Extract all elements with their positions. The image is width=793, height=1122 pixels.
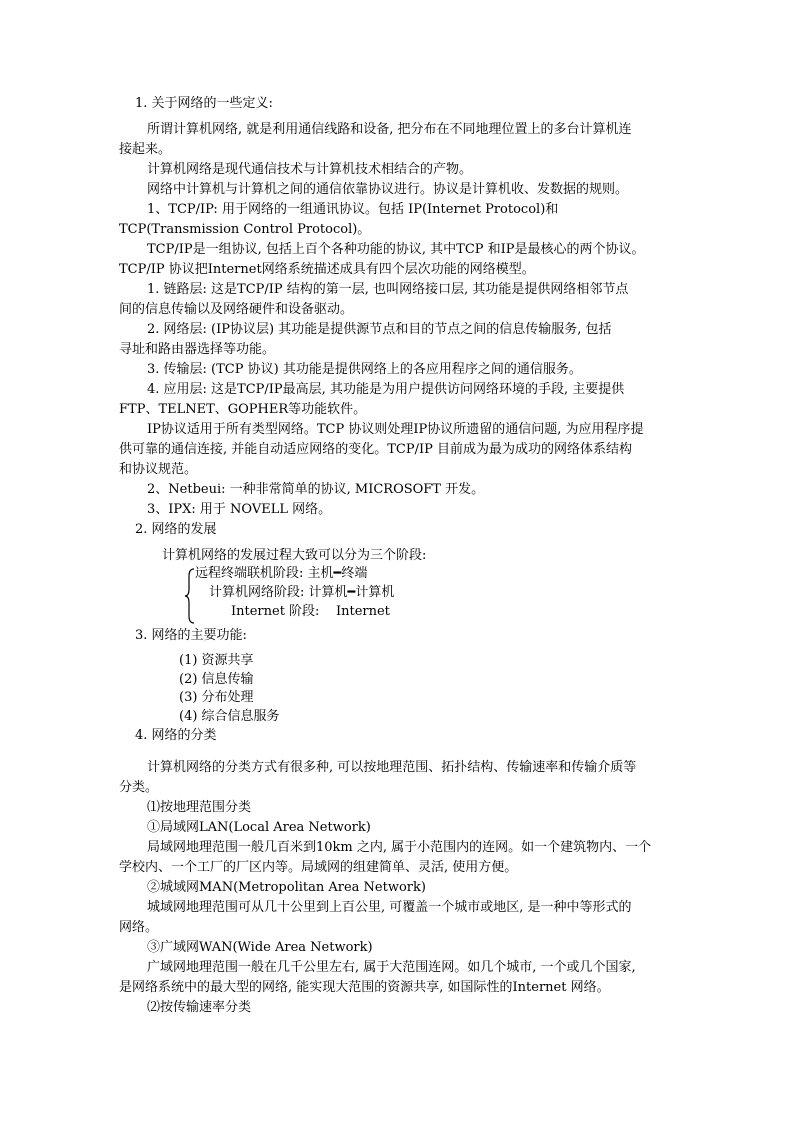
subheading-man: ②城域网MAN(Metropolitan Area Network)	[147, 880, 426, 895]
subheading-lan: ①局域网LAN(Local Area Network)	[147, 820, 371, 835]
text-line: 4. 应用层: 这是TCP/IP最高层, 其功能是为用户提供访问网络环境的手段, 主要提供	[147, 382, 625, 397]
paragraph-protocol: 网络中计算机与计算机之间的通信依靠协议进行。协议是计算机收、发数据的规则。	[147, 182, 629, 197]
paragraph-network-product: 计算机网络是现代通信技术与计算机技术相结合的产物。	[147, 162, 473, 177]
paragraph-ipx: 3、IPX: 用于 NOVELL 网络。	[147, 502, 332, 517]
subheading-by-geography: ⑴按地理范围分类	[147, 800, 252, 815]
stage-remote-terminal: 远程终端联机阶段: 主机━终端	[195, 566, 368, 581]
list-item: (4) 综合信息服务	[179, 708, 280, 724]
paragraph-ip-protocol	[119, 420, 675, 480]
text-line: FTP、TELNET、GOPHER等功能软件。	[119, 402, 367, 417]
list-item: (3) 分布处理	[179, 690, 254, 705]
paragraph-lan	[119, 838, 675, 878]
subheading-by-speed: ⑵按传输速率分类	[147, 1000, 252, 1015]
text-line: 广域网地理范围一般在几千公里左右, 属于大范围连网。如几个城市, 一个或几个国家,	[147, 960, 636, 975]
list-item: (1) 资源共享	[179, 653, 254, 668]
development-stages	[183, 566, 675, 626]
paragraph-wan	[119, 958, 675, 998]
text-line: TCP(Transmission Control Protocol)。	[119, 222, 371, 237]
text-line: 和协议规范。	[119, 462, 198, 477]
paragraph-classification-intro	[119, 758, 675, 798]
subheading-wan: ③广域网WAN(Wide Area Network)	[147, 940, 373, 955]
section-heading-classification: 4. 网络的分类	[135, 728, 217, 743]
text-line: 1. 链路层: 这是TCP/IP 结构的第一层, 也叫网络接口层, 其功能是提供网络相邻节点	[147, 282, 629, 297]
stage-computer-network: 计算机网络阶段: 计算机━计算机	[209, 585, 395, 600]
text-line: 学校内、一个工厂的厂区内等。局域网的组建简单、灵活, 使用方便。	[119, 860, 518, 875]
paragraph-link-layer	[119, 280, 675, 320]
paragraph-network-definition	[119, 120, 675, 160]
section-heading-functions: 3. 网络的主要功能:	[135, 628, 247, 643]
paragraph-network-layer	[119, 320, 675, 360]
text-line: 所谓计算机网络, 就是利用通信线路和设备, 把分布在不同地理位置上的多台计算机连	[147, 122, 632, 137]
text-line: IP协议适用于所有类型网络。TCP 协议则处理IP协议所遗留的通信问题, 为应用程序提	[147, 422, 644, 437]
section-heading-development: 2. 网络的发展	[135, 522, 217, 537]
paragraph-development-intro: 计算机网络的发展过程大致可以分为三个阶段:	[162, 548, 427, 563]
text-line: TCP/IP 协议把Internet网络系统描述成具有四个层次功能的网络模型。	[119, 262, 535, 277]
text-line: 供可靠的通信连接, 并能自动适应网络的变化。TCP/IP 目前成为最为成功的网络体系结构	[119, 442, 633, 457]
text-line: 接起来。	[119, 142, 172, 157]
text-line: 是网络系统中的最大型的网络, 能实现大范围的资源共享, 如国际性的Internet 网络。	[119, 980, 610, 995]
text-line: 间的信息传输以及网络硬件和设备驱动。	[119, 302, 354, 317]
functions-list	[119, 652, 675, 726]
paragraph-transport-layer: 3. 传输层: (TCP 协议) 其功能是提供网络上的各应用程序之间的通信服务。	[147, 362, 582, 377]
list-item: (2) 信息传输	[179, 671, 254, 687]
paragraph-tcpip-model	[119, 240, 675, 280]
text-line: 城域网地理范围可从几十公里到上百公里, 可覆盖一个城市或地区, 是一种中等形式的	[147, 900, 632, 915]
document-body	[119, 94, 675, 1018]
text-line: 局域网地理范围一般几百米到10km 之内, 属于小范围内的连网。如一个建筑物内、一个	[147, 840, 652, 855]
text-line: TCP/IP是一组协议, 包括上百个各种功能的协议, 其中TCP 和IP是最核心的两个协议。	[147, 242, 645, 257]
text-line: 计算机网络的分类方式有很多种, 可以按地理范围、拓扑结构、传输速率和传输介质等	[147, 760, 637, 775]
text-line: 寻址和路由器选择等功能。	[119, 342, 276, 357]
paragraph-netbeui: 2、Netbeui: 一种非常简单的协议, MICROSOFT 开发。	[147, 482, 485, 497]
paragraph-tcpip	[119, 200, 675, 240]
text-line: 1、TCP/IP: 用于网络的一组通讯协议。包括 IP(Internet Protocol)和	[147, 202, 559, 217]
text-line: 2. 网络层: (IP协议层) 其功能是提供源节点和目的节点之间的信息传输服务, 包括	[147, 322, 612, 337]
paragraph-application-layer	[119, 380, 675, 420]
text-line: 分类。	[119, 780, 159, 795]
section-heading-definitions: 1. 关于网络的一些定义:	[135, 96, 273, 111]
paragraph-man	[119, 898, 675, 938]
stage-internet: Internet 阶段: Internet	[231, 604, 390, 619]
text-line: 网络。	[119, 920, 159, 935]
